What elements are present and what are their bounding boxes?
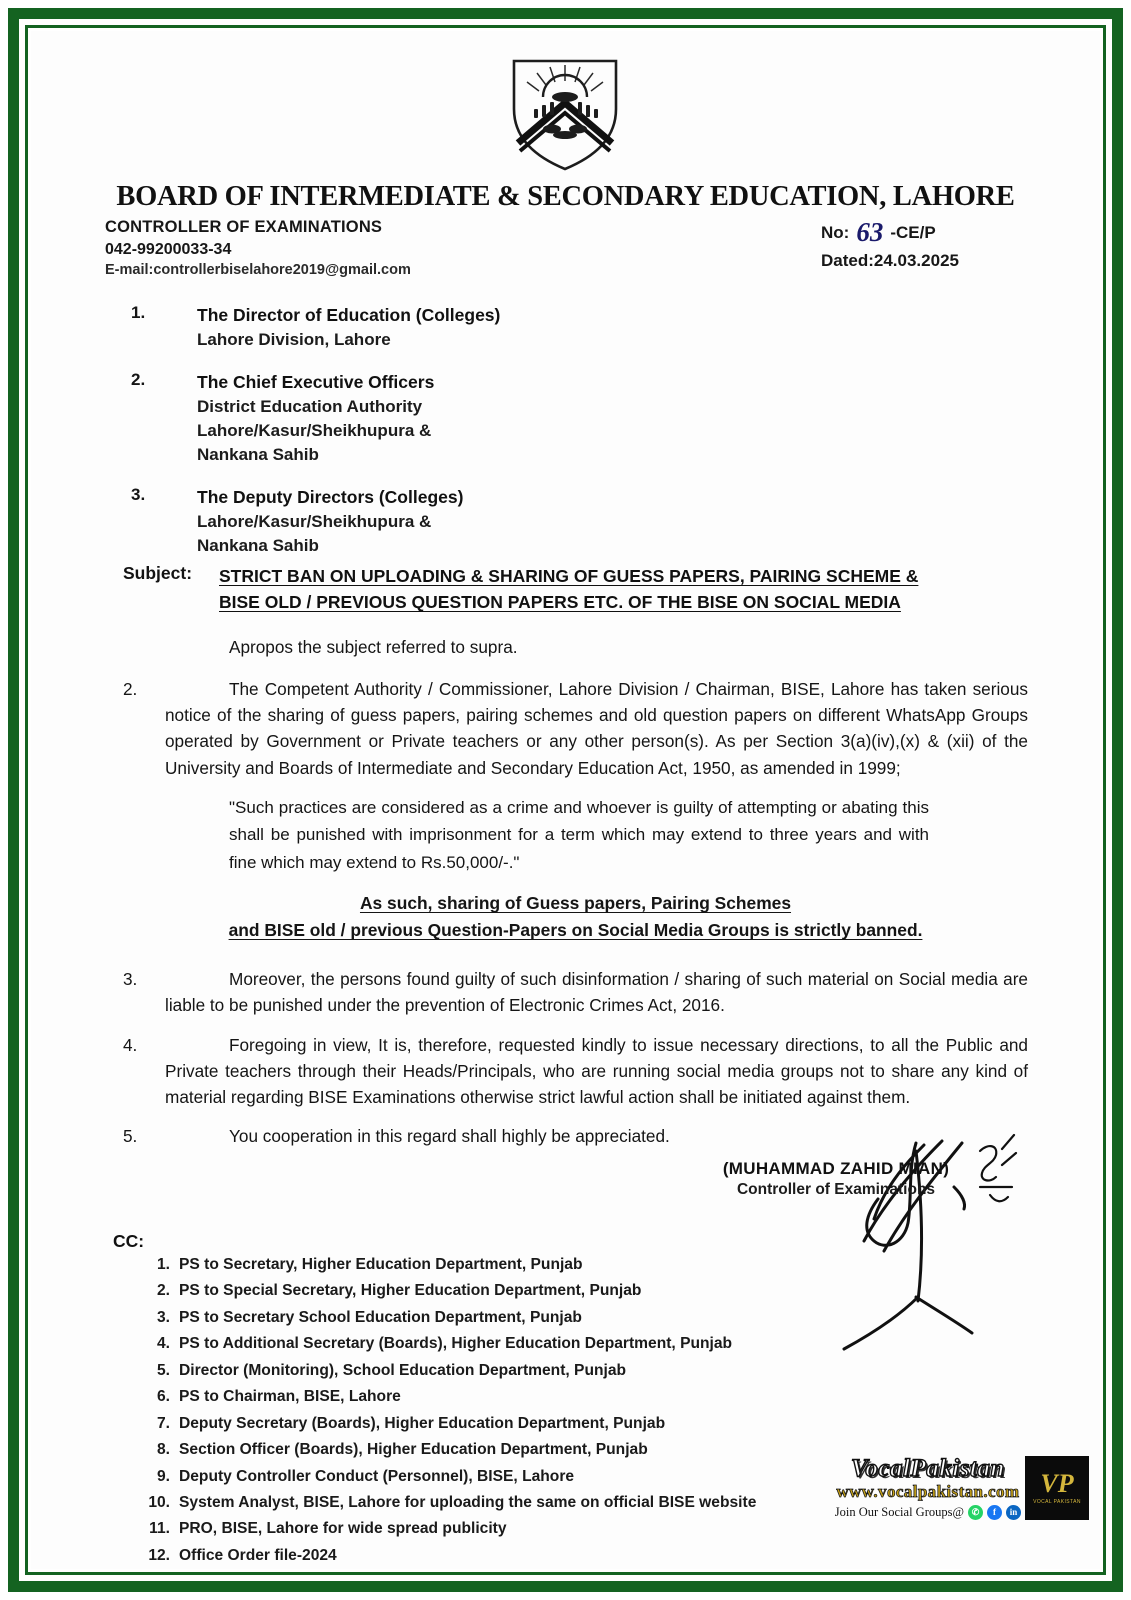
dated-line: Dated:24.03.2025 xyxy=(821,251,959,270)
cc-item-number: 5. xyxy=(156,1361,170,1379)
signatory-designation: Controller of Examinations xyxy=(736,1181,936,1198)
reference-block xyxy=(821,214,1071,271)
addressee-subline: Lahore/Kasur/Sheikhupura & xyxy=(197,512,432,532)
cc-item-number: 8. xyxy=(156,1441,170,1459)
cc-list-item xyxy=(141,1520,901,1537)
cc-item-text: PS to Additional Secretary (Boards), Higher Education Department, Punjab xyxy=(179,1335,733,1353)
paragraph-3-text: Moreover, the persons found guilty of such disinformation / sharing of such material on Social media are liable to be punished under the prevention of Electronic Crimes Act, 2016. xyxy=(165,969,1028,1016)
watermark-join-line xyxy=(835,1505,1021,1520)
cc-item-number: 6. xyxy=(156,1388,170,1406)
watermark-logo-text: VP xyxy=(1040,1469,1074,1498)
cc-item-text: Director (Monitoring), School Education Department, Punjab xyxy=(179,1361,627,1379)
statute-quote: "Such practices are considered as a crime and whoever is guilty of attempting or abating this shall be punished with imprisonment for a term which may extend to three years and with fine which may extend to Rs.50,000/-." xyxy=(229,797,929,872)
paragraph-5-text: You cooperation in this regard shall highly be appreciated. xyxy=(229,1125,670,1146)
facebook-icon[interactable]: f xyxy=(987,1505,1002,1520)
addressee-body xyxy=(197,485,771,558)
addressee-title: The Chief Executive Officers xyxy=(197,371,435,392)
addressee-title: The Deputy Directors (Colleges) xyxy=(197,487,464,508)
cc-list-item xyxy=(141,1335,901,1352)
cc-item-text: System Analyst, BISE, Lahore for uploading the same on official BISE website xyxy=(179,1493,757,1511)
addressee-item xyxy=(131,370,771,467)
subject-row xyxy=(123,563,1023,616)
cc-list-item xyxy=(141,1362,901,1379)
cc-item-text: PRO, BISE, Lahore for wide spread publicity xyxy=(179,1520,507,1538)
signatory-name: (MUHAMMAD ZAHID MIAN) xyxy=(722,1159,950,1178)
cc-list-item xyxy=(141,1415,901,1432)
cc-list-item xyxy=(141,1441,901,1458)
addressee-list xyxy=(131,303,771,576)
addressee-number: 3. xyxy=(131,485,146,505)
addressee-subline: Nankana Sahib xyxy=(197,445,319,465)
cc-item-number: 3. xyxy=(156,1308,170,1326)
document-body-area xyxy=(31,31,1100,1569)
emphasis-statement xyxy=(123,890,1028,944)
cc-label: CC: xyxy=(113,1231,145,1251)
addressee-item xyxy=(131,485,771,558)
lead-paragraph: Apropos the subject referred to supra. xyxy=(229,637,518,657)
paragraph-2-number: 2. xyxy=(123,679,138,700)
whatsapp-icon[interactable]: ✆ xyxy=(968,1505,983,1520)
emphasis-line-2: and BISE old / previous Question-Papers on Social Media Groups is strictly banned. xyxy=(228,920,923,941)
watermark-row xyxy=(834,1455,1089,1520)
subject-label: Subject: xyxy=(123,563,193,583)
cc-item-number: 12. xyxy=(148,1546,170,1564)
cc-item-text: PS to Chairman, BISE, Lahore xyxy=(179,1388,401,1406)
linkedin-icon[interactable]: in xyxy=(1006,1505,1021,1520)
addressee-body xyxy=(197,303,771,352)
subject-text xyxy=(219,563,1023,616)
organization-title: BOARD OF INTERMEDIATE & SECONDARY EDUCATION, LAHORE xyxy=(116,181,1015,212)
cc-item-text: PS to Secretary, Higher Education Department, Punjab xyxy=(179,1256,583,1273)
watermark-texts xyxy=(835,1456,1025,1520)
addressee-subline: District Education Authority xyxy=(197,396,423,416)
addressee-subline: Nankana Sahib xyxy=(197,536,319,556)
cc-list xyxy=(141,1256,901,1569)
cc-list-item xyxy=(141,1388,901,1405)
addressee-item xyxy=(131,303,771,352)
cc-list-item xyxy=(141,1282,901,1299)
sender-details xyxy=(105,217,625,281)
cc-item-number: 9. xyxy=(156,1467,170,1485)
addressee-body xyxy=(197,370,771,467)
paragraph-2-text: The Competent Authority / Commissioner, Lahore Division / Chairman, BISE, Lahore has taken serious notice of the sharing of guess papers, pairing schemes and old question papers on different WhatsApp Groups operated by Government or Private teachers or any other person(s). As per Section 3(a)(iv),(x) & (xii) of the University and Boards of Intermediate and Secondary Education Act, 1950, as amended in 1999; xyxy=(165,679,1028,778)
phone-number: 042-99200033-34 xyxy=(105,240,232,258)
cc-item-number: 4. xyxy=(156,1335,170,1353)
cc-item-number: 10. xyxy=(148,1493,170,1511)
cc-item-number: 2. xyxy=(156,1282,170,1300)
no-handwritten-value: 63 xyxy=(856,217,884,247)
cc-list-item xyxy=(141,1256,901,1273)
emphasis-line-1: As such, sharing of Guess papers, Pairing Schemes xyxy=(359,893,792,914)
subject-line-2: BISE OLD / PREVIOUS QUESTION PAPERS ETC. OF THE BISE ON SOCIAL MEDIA xyxy=(219,592,901,613)
paragraph-5-number: 5. xyxy=(123,1125,138,1146)
addressee-subline: Lahore Division, Lahore xyxy=(197,329,391,349)
cc-item-text: PS to Special Secretary, Higher Education Department, Punjab xyxy=(179,1282,642,1300)
cc-item-text: Deputy Controller Conduct (Personnel), BISE, Lahore xyxy=(179,1467,575,1485)
controller-role-line: CONTROLLER OF EXAMINATIONS xyxy=(105,218,383,236)
paragraph-5 xyxy=(123,1123,1028,1149)
no-label: No: xyxy=(821,223,850,242)
cc-list-item xyxy=(141,1468,901,1485)
addressee-subline: Lahore/Kasur/Sheikhupura & xyxy=(197,420,432,440)
subject-line-1: STRICT BAN ON UPLOADING & SHARING OF GUESS PAPERS, PAIRING SCHEME & xyxy=(219,566,919,586)
cc-item-text: Section Officer (Boards), Higher Education Department, Punjab xyxy=(179,1441,648,1459)
paragraph-4 xyxy=(123,1032,1028,1110)
cc-item-text: Office Order file-2024 xyxy=(179,1546,337,1564)
bise-lahore-emblem-icon xyxy=(480,47,650,177)
cc-item-text: PS to Secretary School Education Department, Punjab xyxy=(179,1308,582,1326)
cc-item-number: 11. xyxy=(149,1520,170,1538)
cc-list-item xyxy=(141,1494,901,1511)
email-address: E-mail:controllerbiselahore2019@gmail.com xyxy=(105,262,411,279)
cc-list-item xyxy=(141,1309,901,1326)
paragraph-2 xyxy=(123,676,1028,781)
cc-list-item xyxy=(141,1547,901,1564)
paragraph-3 xyxy=(123,966,1028,1018)
no-suffix: -CE/P xyxy=(890,223,936,242)
cc-item-number: 1. xyxy=(156,1256,170,1273)
watermark-logo-icon xyxy=(1025,1456,1089,1520)
letter-body xyxy=(123,634,1028,1162)
addressee-number: 2. xyxy=(131,369,146,389)
paragraph-4-number: 4. xyxy=(123,1034,138,1055)
signature-block xyxy=(671,1159,1001,1199)
addressee-title: The Director of Education (Colleges) xyxy=(197,305,501,325)
watermark-logo-subtext: VOCAL PAKISTAN xyxy=(1033,1499,1081,1505)
addressee-number: 1. xyxy=(131,303,146,322)
watermark-url[interactable]: www.vocalpakistan.com xyxy=(836,1482,1020,1501)
paragraph-4-text: Foregoing in view, It is, therefore, requested kindly to issue necessary directions, to all the Public and Private teachers through their Heads/Principals, who are running social media groups not to share any kind of material regarding BISE Examinations otherwise strict lawful action shall be initiated against them. xyxy=(165,1034,1028,1107)
reference-number-line xyxy=(821,214,1071,245)
cc-item-text: Deputy Secretary (Boards), Higher Education Department, Punjab xyxy=(179,1414,666,1432)
vocalpakistan-watermark xyxy=(834,1455,1089,1520)
watermark-brand: VocalPakistan xyxy=(851,1455,1005,1482)
cc-item-number: 7. xyxy=(156,1414,170,1432)
watermark-join-text: Join Our Social Groups@ xyxy=(834,1505,964,1519)
paragraph-3-number: 3. xyxy=(123,969,138,990)
